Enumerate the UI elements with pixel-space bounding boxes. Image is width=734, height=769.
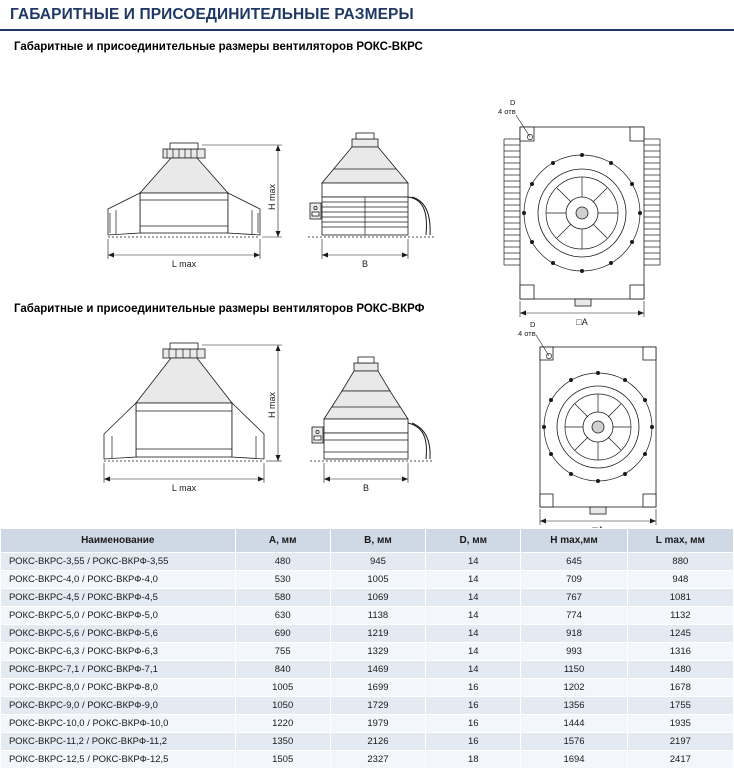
table-header-row [1,529,734,553]
cell-a: 530 [235,571,330,589]
drawing-row-vkrf [0,319,734,559]
vkrf-front-hmax-label: H max [267,391,277,419]
cell-lmax: 2417 [627,751,733,769]
cell-lmax: 1678 [627,679,733,697]
table-row [1,553,734,571]
cell-d: 14 [426,607,521,625]
cell-hmax: 709 [521,571,627,589]
cell-hmax: 767 [521,589,627,607]
cell-d: 16 [426,679,521,697]
cell-b: 1729 [330,697,425,715]
col-hmax: H max,мм [521,529,627,553]
cell-lmax: 1755 [627,697,733,715]
cell-name: РОКС-ВКРС-5,0 / РОКС-ВКРФ-5,0 [1,607,236,625]
cell-lmax: 2197 [627,733,733,751]
cell-a: 580 [235,589,330,607]
cell-lmax: 880 [627,553,733,571]
vkrs-front-view [70,57,300,277]
cell-d: 14 [426,553,521,571]
cell-hmax: 1694 [521,751,627,769]
cell-a: 1005 [235,679,330,697]
table-row [1,751,734,769]
cell-a: 630 [235,607,330,625]
vkrf-plan-holes-label: 4 отв [518,329,536,338]
cell-b: 1979 [330,715,425,733]
cell-d: 14 [426,643,521,661]
table-row [1,571,734,589]
cell-lmax: 1935 [627,715,733,733]
cell-d: 16 [426,733,521,751]
vkrf-front-lmax-label: L max [171,483,197,493]
table-row [1,589,734,607]
table-row [1,625,734,643]
cell-hmax: 1576 [521,733,627,751]
table-row [1,733,734,751]
col-d: D, мм [426,529,521,553]
cell-b: 1699 [330,679,425,697]
cell-hmax: 1356 [521,697,627,715]
cell-name: РОКС-ВКРС-4,0 / РОКС-ВКРФ-4,0 [1,571,236,589]
title-divider [0,29,734,31]
cell-d: 14 [426,589,521,607]
specs-table [0,528,734,769]
cell-a: 755 [235,643,330,661]
table-row [1,679,734,697]
cell-b: 1005 [330,571,425,589]
vkrs-side-b-label: B [361,259,369,269]
vkrs-side-view [288,57,488,277]
vkrf-side-b-label: B [362,483,370,493]
vkrs-plan-a-label: □A [576,317,588,327]
cell-d: 14 [426,661,521,679]
cell-name: РОКС-ВКРС-5,6 / РОКС-ВКРФ-5,6 [1,625,236,643]
vkrf-side-view [288,319,488,539]
table-body [1,553,734,769]
table-row [1,697,734,715]
vkrs-plan-holes-label: 4 отв [498,107,516,116]
cell-name: РОКС-ВКРС-3,55 / РОКС-ВКРФ-3,55 [1,553,236,571]
cell-hmax: 774 [521,607,627,625]
cell-d: 14 [426,625,521,643]
table-row [1,607,734,625]
cell-name: РОКС-ВКРС-12,5 / РОКС-ВКРФ-12,5 [1,751,236,769]
col-a: A, мм [235,529,330,553]
cell-hmax: 1150 [521,661,627,679]
cell-lmax: 1245 [627,625,733,643]
cell-lmax: 1316 [627,643,733,661]
cell-hmax: 993 [521,643,627,661]
cell-b: 1329 [330,643,425,661]
cell-a: 1505 [235,751,330,769]
cell-b: 2126 [330,733,425,751]
vkrs-front-hmax-label: H max [267,183,277,211]
cell-lmax: 948 [627,571,733,589]
cell-lmax: 1081 [627,589,733,607]
table-row [1,643,734,661]
cell-d: 14 [426,571,521,589]
cell-d: 18 [426,751,521,769]
cell-a: 1350 [235,733,330,751]
section-title-vkrf: Габаритные и присоединительные размеры вентиляторов РОКС-ВКРФ [14,303,425,315]
specs-table-wrap [0,528,734,769]
cell-name: РОКС-ВКРС-8,0 / РОКС-ВКРФ-8,0 [1,679,236,697]
table-row [1,661,734,679]
col-lmax: L max, мм [627,529,733,553]
cell-d: 16 [426,715,521,733]
cell-b: 1469 [330,661,425,679]
cell-hmax: 1444 [521,715,627,733]
cell-a: 840 [235,661,330,679]
cell-b: 945 [330,553,425,571]
cell-a: 690 [235,625,330,643]
cell-hmax: 1202 [521,679,627,697]
cell-a: 480 [235,553,330,571]
cell-b: 1219 [330,625,425,643]
vkrs-plan-view [480,57,734,327]
col-name: Наименование [1,529,236,553]
cell-b: 2327 [330,751,425,769]
cell-b: 1138 [330,607,425,625]
cell-d: 16 [426,697,521,715]
vkrf-plan-d-label: D [530,320,536,329]
cell-a: 1050 [235,697,330,715]
cell-lmax: 1480 [627,661,733,679]
vkrf-front-view [70,319,300,539]
cell-name: РОКС-ВКРС-6,3 / РОКС-ВКРФ-6,3 [1,643,236,661]
cell-name: РОКС-ВКРС-7,1 / РОКС-ВКРФ-7,1 [1,661,236,679]
col-b: B, мм [330,529,425,553]
page-title: ГАБАРИТНЫЕ И ПРИСОЕДИНИТЕЛЬНЫЕ РАЗМЕРЫ [10,6,414,23]
cell-hmax: 645 [521,553,627,571]
cell-name: РОКС-ВКРС-10,0 / РОКС-ВКРФ-10,0 [1,715,236,733]
cell-hmax: 918 [521,625,627,643]
vkrf-plan-view [490,319,734,539]
cell-a: 1220 [235,715,330,733]
vkrs-plan-d-label: D [510,98,516,107]
cell-name: РОКС-ВКРС-4,5 / РОКС-ВКРФ-4,5 [1,589,236,607]
cell-lmax: 1132 [627,607,733,625]
cell-b: 1069 [330,589,425,607]
cell-name: РОКС-ВКРС-9,0 / РОКС-ВКРФ-9,0 [1,697,236,715]
table-row [1,715,734,733]
section-title-vkrs: Габаритные и присоединительные размеры вентиляторов РОКС-ВКРС [14,41,423,53]
cell-name: РОКС-ВКРС-11,2 / РОКС-ВКРФ-11,2 [1,733,236,751]
vkrs-front-lmax-label: L max [171,259,197,269]
